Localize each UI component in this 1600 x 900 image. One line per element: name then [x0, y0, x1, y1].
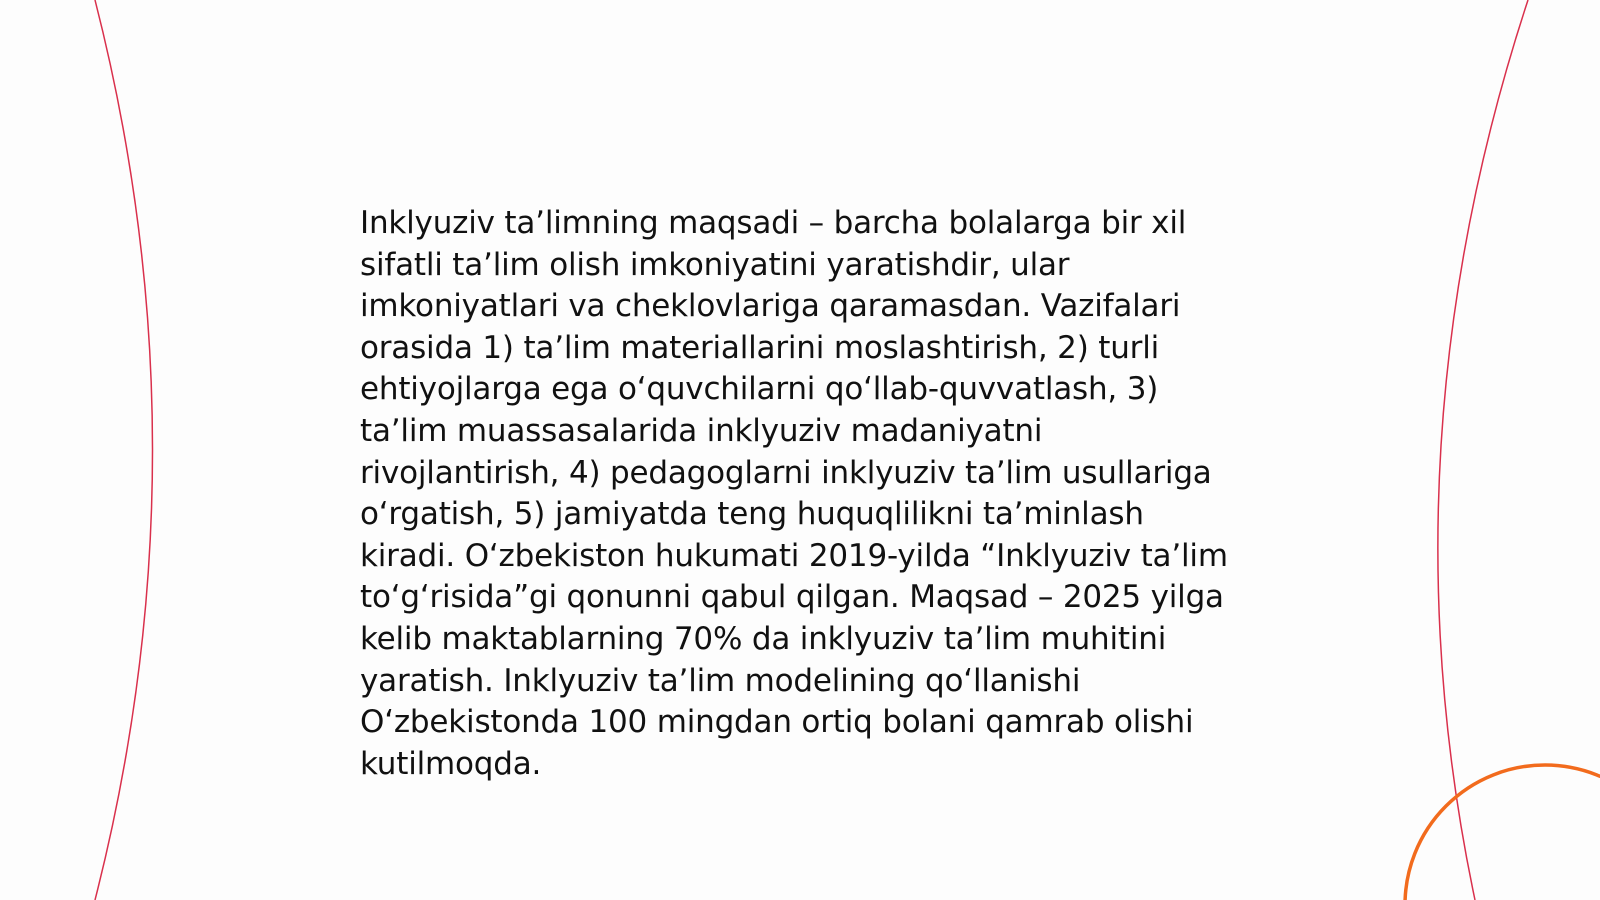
body-paragraph: Inklyuziv ta’limning maqsadi – barcha bolalarga bir xil sifatli ta’lim olish imkoniyatini yaratishdir, ular imkoniyatlari va cheklovlariga qaramasdan. Vazifalari orasida 1) ta’lim materiallarini moslashtirish, 2) turli ehtiyojlarga ega o‘quvchilarni qo‘llab-quvvatlash, 3) ta’lim muassasalarida inklyuziv madaniyatni rivojlantirish, 4) pedagoglarni inklyuziv ta’lim usullariga o‘rgatish, 5) jamiyatda teng huquqlilikni ta’minlash kiradi. O‘zbekiston hukumati 2019-yilda “Inklyuziv ta’lim to‘g‘risida”gi qonunni qabul qilgan. Maqsad – 2025 yilga kelib maktablarning 70% da inklyuziv ta’lim muhitini yaratish. Inklyuziv ta’lim modelining qo‘llanishi O‘zbekistonda 100 mingdan ortiq bolani qamrab olishi kutilmoqda. [360, 205, 1228, 782]
orange-circle-outline [1405, 765, 1600, 900]
left-curve-line [95, 0, 153, 900]
right-curve-line [1438, 0, 1528, 900]
